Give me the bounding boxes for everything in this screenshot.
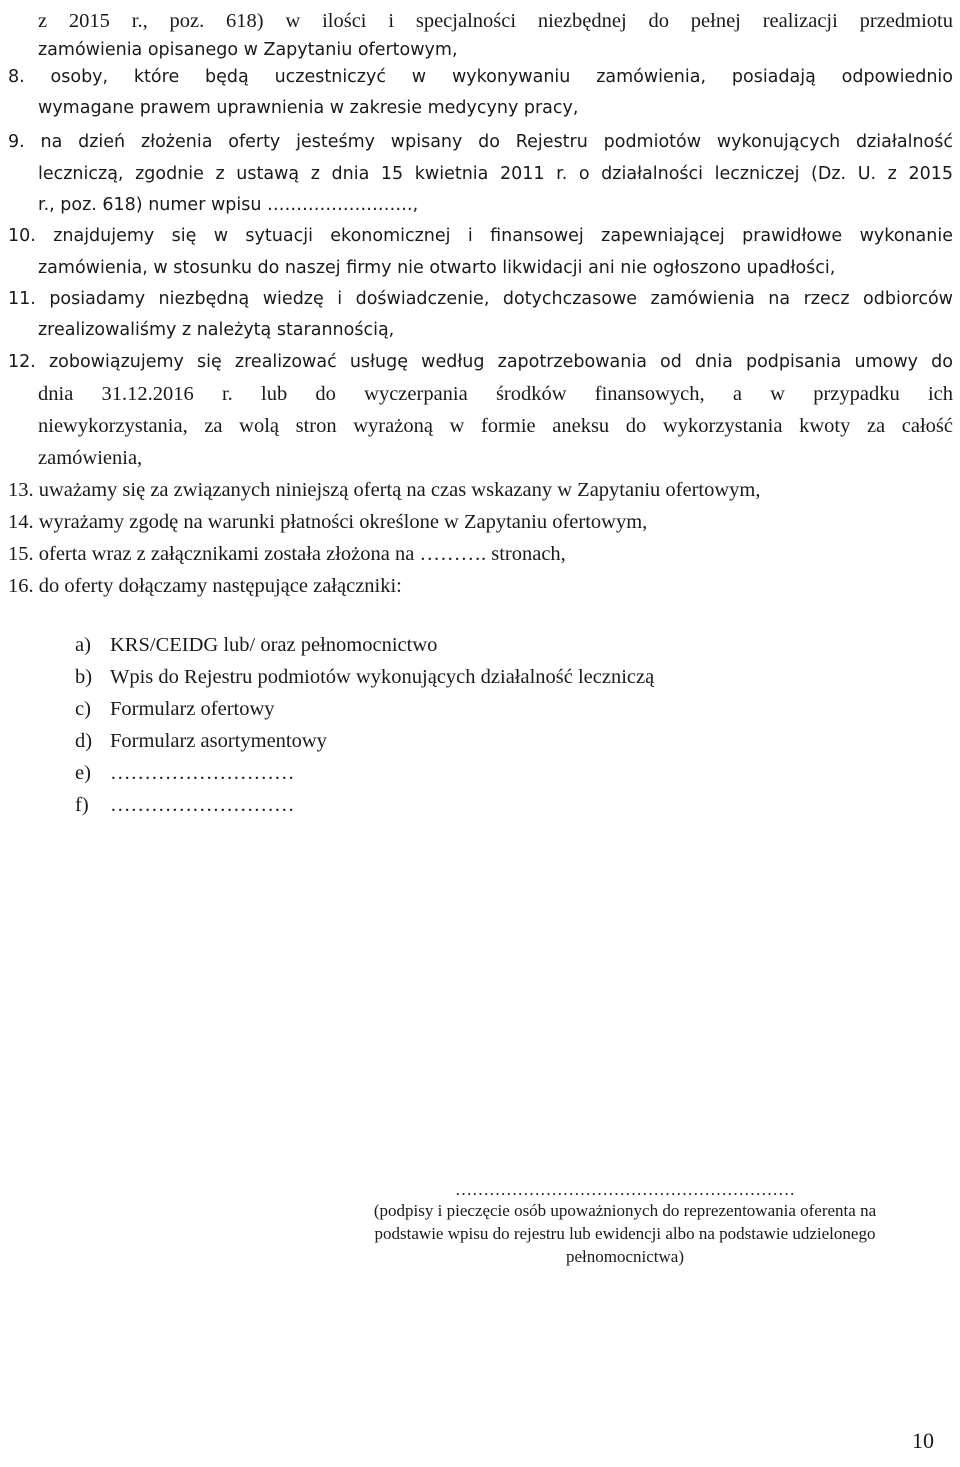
text-line: wymagane prawem uprawnienia w zakresie medycyny pracy,: [38, 98, 579, 118]
text-line: z 2015 r., poz. 618) w ilości i specjalności niezbędnej do pełnej realizacji przedmiotu: [38, 10, 953, 32]
signature-caption-line-3: pełnomocnictwa): [565, 1247, 684, 1266]
text-line: 15. oferta wraz z załącznikami została złożona na ………. stronach,: [8, 543, 566, 565]
text-line: dnia 31.12.2016 r. lub do wyczerpania środków finansowych, a w przypadku ich: [38, 383, 953, 405]
attachment-marker: b): [75, 666, 93, 688]
signature-dots: ……………………………………………………: [455, 1180, 795, 1199]
attachment-item: KRS/CEIDG lub/ oraz pełnomocnictwo: [110, 634, 438, 656]
text-line: leczniczą, zgodnie z ustawą z dnia 15 kwietnia 2011 r. o działalności leczniczej (Dz. U. z 2015: [38, 164, 953, 184]
attachment-item: ………………………: [110, 794, 295, 816]
text-line: 11. posiadamy niezbędną wiedzę i doświadczenie, dotychczasowe zamówienia na rzecz odbiorców: [8, 289, 953, 309]
attachment-marker: d): [75, 730, 93, 752]
attachment-marker: e): [75, 762, 91, 784]
text-line: zamówienia,: [38, 447, 143, 469]
text-line: 16. do oferty dołączamy następujące załączniki:: [8, 575, 402, 597]
page-number: 10: [912, 1428, 934, 1453]
text-line: 13. uważamy się za związanych niniejszą ofertą na czas wskazany w Zapytaniu ofertowym,: [8, 479, 761, 501]
attachment-item: Formularz asortymentowy: [110, 730, 327, 752]
text-line: zamówienia opisanego w Zapytaniu ofertowym,: [38, 40, 458, 60]
text-line: 14. wyrażamy zgodę na warunki płatności określone w Zapytaniu ofertowym,: [8, 511, 648, 533]
text-line: r., poz. 618) numer wpisu …………………….,: [38, 195, 419, 215]
text-line: 12. zobowiązujemy się zrealizować usługę według zapotrzebowania od dnia podpisania umowy do: [8, 352, 953, 372]
attachment-item: Wpis do Rejestru podmiotów wykonujących działalność leczniczą: [110, 666, 655, 688]
text-line: 8. osoby, które będą uczestniczyć w wykonywaniu zamówienia, posiadają odpowiednio: [8, 67, 953, 87]
text-line: 9. na dzień złożenia oferty jesteśmy wpisany do Rejestru podmiotów wykonujących działalność: [8, 132, 953, 152]
attachment-marker: a): [75, 634, 91, 656]
attachment-marker: f): [75, 794, 89, 816]
text-line: zamówienia, w stosunku do naszej firmy nie otwarto likwidacji ani nie ogłoszono upadłości,: [38, 258, 836, 278]
signature-caption-line-2: podstawie wpisu do rejestru lub ewidencji albo na podstawie udzielonego: [374, 1224, 876, 1243]
signature-caption-line-1: (podpisy i pieczęcie osób upoważnionych do reprezentowania oferenta na: [373, 1201, 877, 1220]
attachment-item: Formularz ofertowy: [110, 698, 275, 720]
attachment-item: ………………………: [110, 762, 295, 784]
text-line: 10. znajdujemy się w sytuacji ekonomicznej i finansowej zapewniającej prawidłowe wykonanie: [8, 226, 953, 246]
text-line: niewykorzystania, za wolą stron wyrażoną w formie aneksu do wykorzystania kwoty za całość: [38, 415, 953, 437]
text-line: zrealizowaliśmy z należytą starannością,: [38, 320, 395, 340]
attachment-marker: c): [75, 698, 91, 720]
